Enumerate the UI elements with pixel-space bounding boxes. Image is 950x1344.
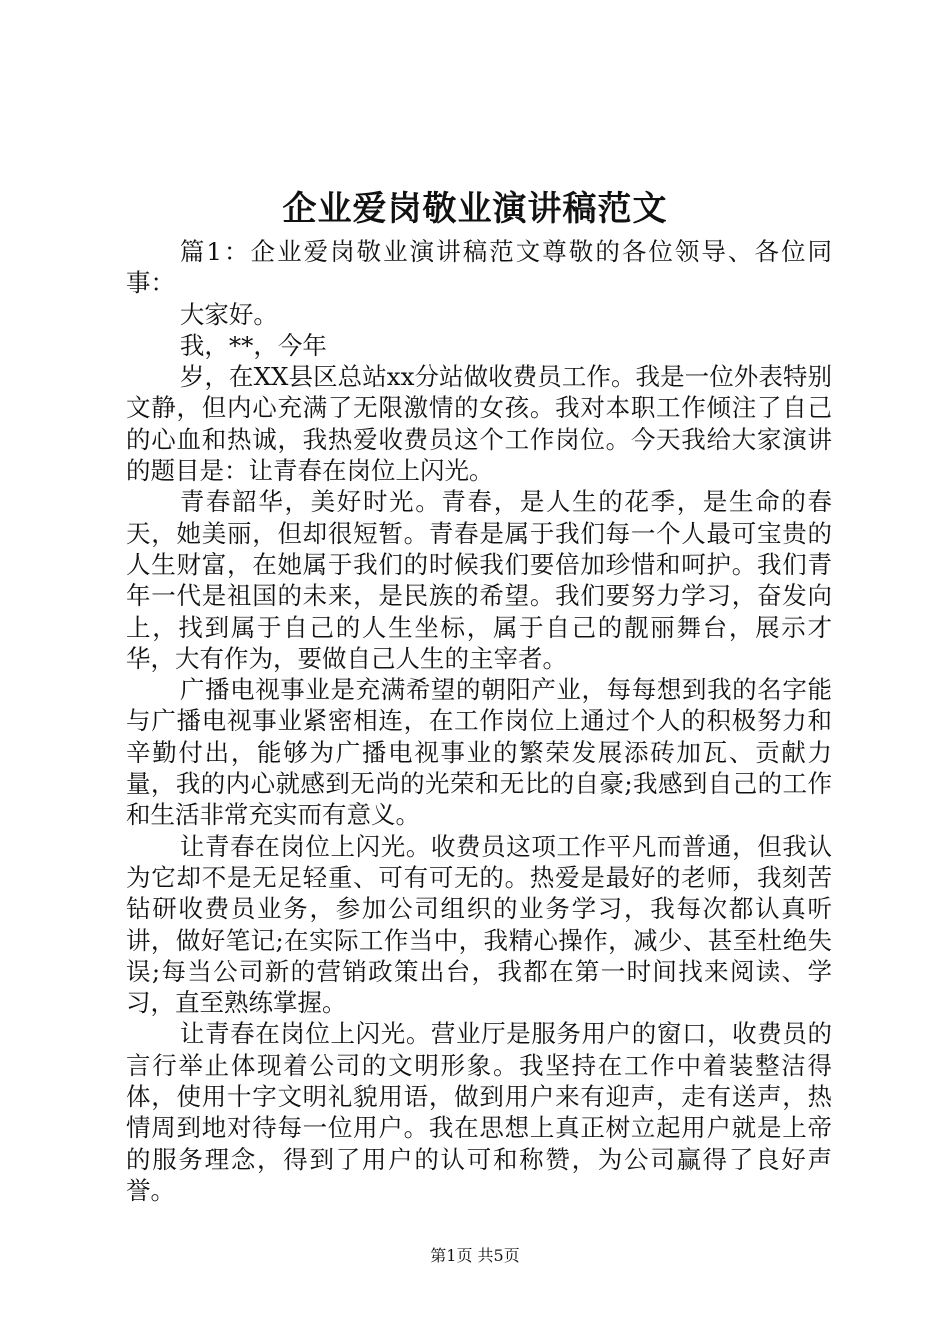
paragraph-greeting: 大家好。 — [179, 299, 278, 329]
paragraph-service: 让青春在岗位上闪光。营业厅是服务用户的窗口，收费员的言行举止体现着公司的文明形象。我坚持在工作中着装整洁得体，使用十字文明礼貌用语，做到用户来有迎声，走有送声，热情周到地对待每一位用户。我在思想上真正树立起用户就是上帝的服务理念，得到了用户的认可和称赞，为公司赢得了良好声誉。 — [126, 1019, 832, 1205]
paragraph-broadcast: 广播电视事业是充满希望的朝阳产业，每每想到我的名字能与广播电视事业紧密相连，在工作岗位上通过个人的积极努力和辛勤付出，能够为广播电视事业的繁荣发展添砖加瓦、贡献力量，我的内心就感到无尚的光荣和无比的自豪;我感到自己的工作和生活非常充实而有意义。 — [126, 675, 832, 830]
paragraph-intro-job: 岁，在XX县区总站xx分站做收费员工作。我是一位外表特别文静，但内心充满了无限激情的女孩。我对本职工作倾注了自己的心血和热诚，我热爱收费员这个工作岗位。今天我给大家演讲的题目是：让青春在岗位上闪光。 — [126, 362, 832, 486]
document-title: 企业爱岗敬业演讲稿范文 — [282, 189, 668, 229]
paragraph-youth: 青春韶华，美好时光。青春，是人生的花季，是生命的春天，她美丽，但却很短暂。青春是属于我们每一个人最可宝贵的人生财富，在她属于我们的时候我们要倍加珍惜和呵护。我们青年一代是祖国的未来，是民族的希望。我们要努力学习，奋发向上，找到属于自己的人生坐标，属于自己的靓丽舞台，展示才华，大有作为，要做自己人生的主宰者。 — [126, 487, 832, 673]
page-number-footer: 第1页 共5页 — [430, 1246, 520, 1265]
document-body — [126, 236, 832, 1206]
paragraph-study: 让青春在岗位上闪光。收费员这项工作平凡而普通，但我认为它却不是无足轻重、可有可无的。热爱是最好的老师，我刻苦钻研收费员业务，参加公司组织的业务学习，我每次都认真听讲，做好笔记;在实际工作当中，我精心操作，减少、甚至杜绝失误;每当公司新的营销政策出台，我都在第一时间找来阅读、学习，直至熟练掌握。 — [126, 831, 832, 1018]
paragraph-intro-name: 我，**，今年 — [179, 330, 327, 360]
paragraph-salutation: 篇1：企业爱岗敬业演讲稿范文尊敬的各位领导、各位同事： — [126, 237, 832, 298]
